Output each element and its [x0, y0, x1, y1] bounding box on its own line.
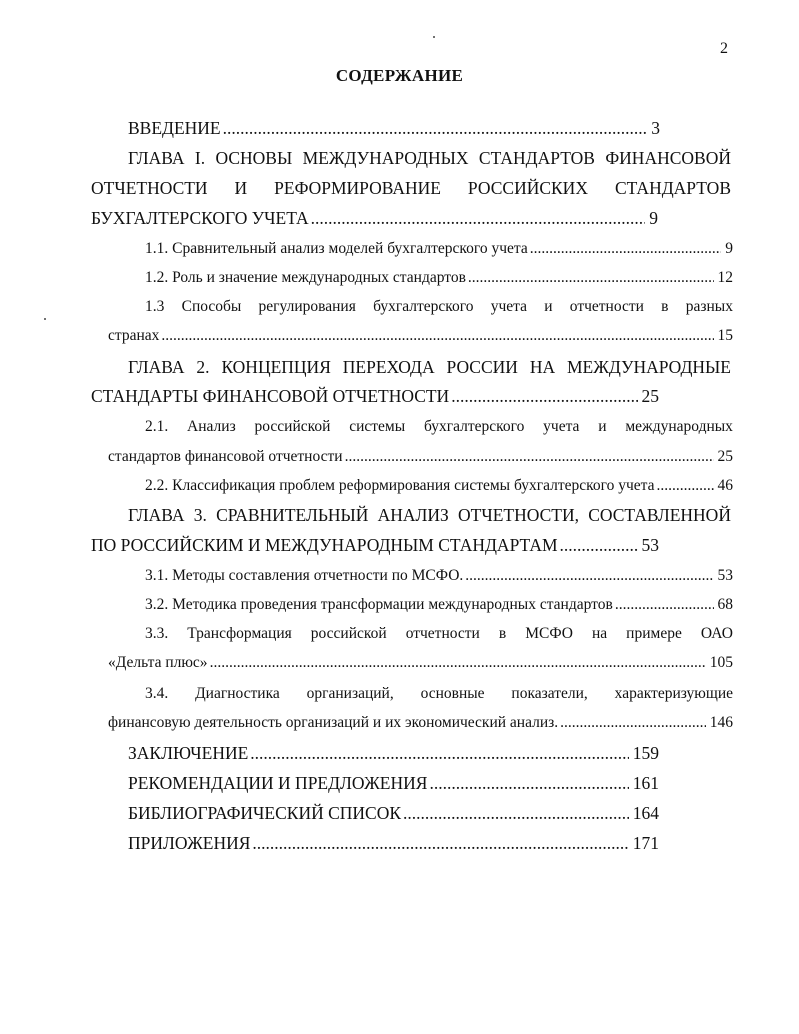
toc-section-2-1-line-2[interactable]: [108, 448, 733, 466]
toc-label: «Дельта плюс»: [108, 654, 208, 671]
toc-section-3-3-line-2[interactable]: [108, 654, 733, 672]
toc-page: 161: [632, 773, 659, 793]
toc-section-3-1[interactable]: [145, 567, 733, 585]
toc-label: странах: [108, 327, 160, 344]
word: 2.1.: [145, 418, 169, 435]
dot-leader: [210, 654, 706, 672]
word: учета: [543, 418, 580, 435]
word: МЕЖДУНАРОДНЫЕ: [566, 357, 731, 377]
word: И: [234, 178, 248, 198]
toc-section-2-1-line-1: [145, 418, 733, 436]
toc-label: БУХГАЛТЕРСКОГО УЧЕТА: [91, 208, 309, 228]
word: СОСТАВЛЕННОЙ: [588, 505, 731, 525]
toc-page: 68: [717, 596, 733, 613]
dot-leader: [615, 596, 714, 614]
word: АНАЛИЗ: [377, 505, 449, 525]
toc-page: 15: [717, 327, 733, 344]
toc-label: финансовую деятельность организаций и их экономический анализ.: [108, 714, 559, 731]
toc-page: 53: [717, 567, 733, 584]
word: международных: [625, 418, 733, 435]
dot-leader: [311, 208, 646, 229]
word: НА: [529, 357, 556, 377]
word: системы: [349, 418, 406, 435]
toc-page: 25: [717, 448, 733, 465]
toc-label: ЗАКЛЮЧЕНИЕ: [128, 743, 249, 763]
toc-label: СТАНДАРТЫ ФИНАНСОВОЙ ОТЧЕТНОСТИ: [91, 386, 450, 406]
word: отчетности: [569, 298, 644, 315]
word: 3.3.: [145, 625, 169, 642]
toc-label: ПРИЛОЖЕНИЯ: [128, 833, 251, 853]
word: показатели,: [511, 685, 588, 702]
toc-chapter-1-line-3[interactable]: [91, 208, 658, 229]
toc-section-3-4-line-1: [145, 685, 733, 703]
word: ГЛАВА: [128, 505, 185, 525]
word: СРАВНИТЕЛЬНЫЙ: [216, 505, 369, 525]
dot-leader: [345, 448, 714, 466]
word: I.: [194, 148, 206, 168]
word: РОССИИ: [446, 357, 518, 377]
word: примере: [626, 625, 682, 642]
word: ОАО: [700, 625, 733, 642]
word: ОТЧЕТНОСТИ,: [458, 505, 579, 525]
page-number: 2: [720, 40, 728, 57]
toc-label: 2.2. Классификация проблем реформирования системы бухгалтерского учета: [145, 477, 655, 494]
toc-page: 46: [717, 477, 733, 494]
dot-leader: [250, 743, 628, 764]
dot-leader: [560, 714, 706, 732]
dot-leader: [657, 477, 714, 495]
toc-chapter-3-line-1: [128, 505, 731, 526]
word: учета: [490, 298, 528, 315]
dot-leader: [468, 269, 714, 287]
toc-chapter-1-line-2: [91, 178, 731, 199]
dot-leader: [223, 118, 648, 139]
word: в: [661, 298, 669, 315]
toc-section-3-4-line-2[interactable]: [108, 714, 733, 732]
word: на: [591, 625, 608, 642]
word: СТАНДАРТОВ: [478, 148, 595, 168]
dot-leader: [161, 327, 713, 345]
word: Анализ: [187, 418, 236, 435]
word: бухгалтерского: [373, 298, 474, 315]
word: МСФО: [525, 625, 573, 642]
word: СТАНДАРТОВ: [614, 178, 731, 198]
word: МЕЖДУНАРОДНЫХ: [302, 148, 469, 168]
toc-chapter-3-line-2[interactable]: [91, 535, 659, 556]
dot-leader: [451, 386, 637, 407]
toc-section-1-1[interactable]: [145, 240, 733, 258]
toc-page: 146: [709, 714, 733, 731]
word: характеризующие: [614, 685, 733, 702]
word: и: [598, 418, 607, 435]
toc-conclusion[interactable]: [128, 743, 659, 764]
word: ГЛАВА: [128, 357, 185, 377]
dot-leader: [465, 567, 713, 585]
word: ГЛАВА: [128, 148, 185, 168]
word: в: [498, 625, 507, 642]
toc-page: 9: [649, 208, 658, 228]
toc-chapter-1-line-1: [128, 148, 731, 169]
word: КОНЦЕПЦИЯ: [221, 357, 331, 377]
toc-label: 1.2. Роль и значение международных стандартов: [145, 269, 466, 286]
word: основные: [420, 685, 485, 702]
word: разных: [685, 298, 733, 315]
dot-leader: [403, 803, 629, 824]
word: ПЕРЕХОДА: [342, 357, 435, 377]
toc-page: 164: [632, 803, 659, 823]
toc-chapter-2-line-2[interactable]: [91, 386, 659, 407]
toc-page: 171: [632, 833, 659, 853]
dot-leader: [429, 773, 628, 794]
word: РОССИЙСКИХ: [467, 178, 588, 198]
toc-chapter-2-line-1: [128, 357, 731, 378]
word: и: [544, 298, 553, 315]
toc-label: БИБЛИОГРАФИЧЕСКИЙ СПИСОК: [128, 803, 402, 823]
word: отчетности: [405, 625, 480, 642]
scan-speck: [433, 36, 435, 38]
toc-label: РЕКОМЕНДАЦИИ И ПРЕДЛОЖЕНИЯ: [128, 773, 428, 793]
toc-section-1-3-line-2[interactable]: [108, 327, 733, 345]
toc-page: 159: [632, 743, 659, 763]
toc-bibliography[interactable]: [128, 803, 659, 824]
word: регулирования: [258, 298, 356, 315]
toc-page: 53: [641, 535, 659, 555]
toc-label: ПО РОССИЙСКИМ И МЕЖДУНАРОДНЫМ СТАНДАРТАМ: [91, 535, 558, 555]
toc-page: 12: [717, 269, 733, 286]
word: Способы: [181, 298, 242, 315]
toc-section-3-3-line-1: [145, 625, 733, 643]
toc-page: 105: [709, 654, 733, 671]
toc-label: 1.1. Сравнительный анализ моделей бухгалтерского учета: [145, 240, 528, 257]
word: ФИНАНСОВОЙ: [605, 148, 731, 168]
toc-page: 25: [641, 386, 659, 406]
word: 2.: [196, 357, 210, 377]
word: ОТЧЕТНОСТИ: [91, 178, 208, 198]
word: ОСНОВЫ: [215, 148, 293, 168]
toc-intro[interactable]: [128, 118, 660, 139]
dot-leader: [252, 833, 628, 854]
toc-section-1-3-line-1: [145, 298, 733, 316]
toc-appendices[interactable]: [128, 833, 659, 854]
toc-page: 3: [651, 118, 660, 138]
word: РЕФОРМИРОВАНИЕ: [274, 178, 441, 198]
word: организаций,: [306, 685, 394, 702]
toc-recommendations[interactable]: [128, 773, 659, 794]
word: 1.3: [145, 298, 165, 315]
word: бухгалтерского: [423, 418, 525, 435]
page-title: СОДЕРЖАНИЕ: [335, 66, 464, 85]
word: 3.4.: [145, 685, 169, 702]
toc-label: 3.1. Методы составления отчетности по МСФО.: [145, 567, 464, 584]
word: 3.: [193, 505, 207, 525]
word: Трансформация: [187, 625, 292, 642]
scan-speck: [44, 318, 46, 320]
toc-section-1-2[interactable]: [145, 269, 733, 287]
toc-label: стандартов финансовой отчетности: [108, 448, 343, 465]
toc-page: 9: [725, 240, 733, 257]
word: российской: [310, 625, 387, 642]
word: Диагностика: [195, 685, 280, 702]
toc-label: 3.2. Методика проведения трансформации международных стандартов: [145, 596, 613, 613]
toc-section-3-2[interactable]: [145, 596, 733, 614]
dot-leader: [530, 240, 721, 258]
toc-section-2-2[interactable]: [145, 477, 733, 495]
toc-label: ВВЕДЕНИЕ: [128, 118, 221, 138]
word: российской: [254, 418, 331, 435]
dot-leader: [560, 535, 638, 556]
